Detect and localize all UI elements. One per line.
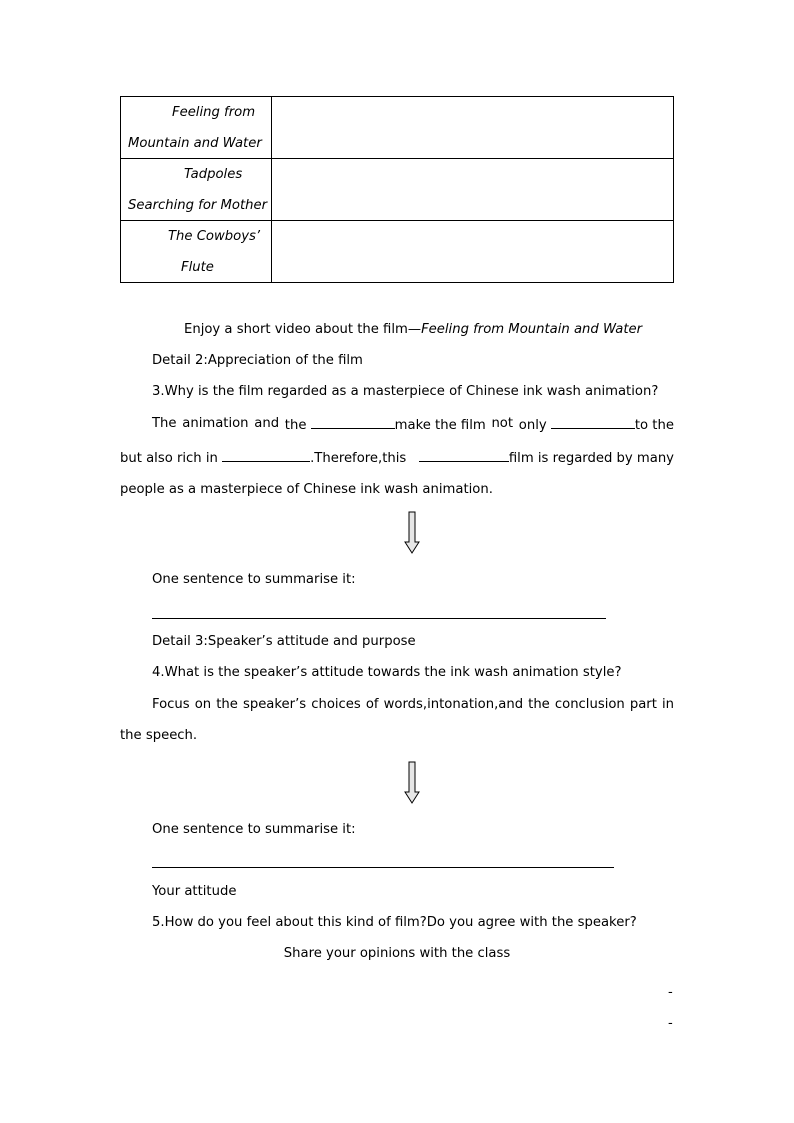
film-name-line2: Flute [181, 260, 214, 275]
focus-word: in [661, 697, 674, 712]
film-table [120, 96, 674, 283]
answer-blank[interactable] [222, 448, 310, 462]
film-name-cell [121, 97, 272, 159]
focus-word: on [194, 697, 212, 712]
table-row [121, 97, 674, 159]
question-5: 5.How do you feel about this kind of film?Do you agree with the speaker? [152, 915, 637, 930]
fill-line-1 [152, 415, 674, 435]
summary-label-1: One sentence to summarise it: [152, 572, 356, 587]
fill-word-group: but also rich in .Therefore,this [120, 448, 406, 468]
focus-word: Focus [152, 697, 190, 712]
fill-line-3: people as a masterpiece of Chinese ink wash animation. [120, 482, 493, 497]
film-name-line1: Feeling from [172, 105, 256, 120]
video-intro-text: Enjoy a short video about the film— [184, 322, 422, 337]
film-name-cell [121, 159, 272, 221]
question-3: 3.Why is the film regarded as a masterpiece of Chinese ink wash animation? [152, 384, 659, 399]
fill-word-group: film is regarded by many [419, 448, 674, 468]
detail2-heading: Detail 2:Appreciation of the film [152, 353, 363, 368]
summary-answer-line-1[interactable] [152, 618, 606, 619]
answer-blank[interactable] [311, 415, 395, 429]
question-4: 4.What is the speaker’s attitude towards the ink wash animation style? [152, 665, 622, 680]
margin-mark: - [668, 1016, 673, 1031]
focus-word: words,intonation,and [383, 697, 524, 712]
detail3-heading: Detail 3:Speaker’s attitude and purpose [152, 634, 416, 649]
film-answer-cell[interactable] [272, 221, 674, 283]
film-answer-cell[interactable] [272, 97, 674, 159]
focus-word: choices [311, 697, 361, 712]
film-name-line1: The Cowboys’ [168, 229, 261, 244]
answer-blank[interactable] [419, 448, 509, 462]
film-name-cell [121, 221, 272, 283]
fill-word: The [152, 416, 177, 431]
focus-word: of [365, 697, 379, 712]
film-name-line2: Mountain and Water [128, 136, 262, 151]
video-intro-film: Feeling from Mountain and Water [421, 322, 643, 337]
summary-answer-line-2[interactable] [152, 867, 614, 868]
focus-line-1 [152, 696, 674, 714]
answer-blank[interactable] [551, 415, 635, 429]
fill-in-paragraph [120, 415, 674, 499]
down-arrow-icon [403, 761, 421, 805]
down-arrow-icon [403, 511, 421, 555]
focus-line-2: the speech. [120, 728, 198, 743]
fill-word-group: the make the film [285, 415, 486, 435]
focus-word: speaker’s [242, 697, 307, 712]
focus-word: the [528, 697, 550, 712]
film-answer-cell[interactable] [272, 159, 674, 221]
attitude-heading: Your attitude [152, 884, 237, 899]
video-intro [184, 321, 642, 339]
fill-word: and [254, 416, 280, 431]
film-name-line2: Searching for Mother [128, 198, 268, 213]
fill-word: not [491, 416, 514, 431]
fill-line-2 [120, 448, 674, 468]
film-name-line1: Tadpoles [184, 167, 243, 182]
margin-mark: - [668, 985, 673, 1000]
share-instruction: Share your opinions with the class [283, 946, 511, 961]
focus-word: conclusion [554, 697, 625, 712]
focus-word: part [629, 697, 657, 712]
fill-word-group: only to the [519, 415, 674, 435]
summary-label-2: One sentence to summarise it: [152, 822, 356, 837]
fill-word: animation [182, 416, 249, 431]
focus-word: the [216, 697, 238, 712]
table-row [121, 221, 674, 283]
focus-paragraph [120, 696, 674, 745]
table-row [121, 159, 674, 221]
